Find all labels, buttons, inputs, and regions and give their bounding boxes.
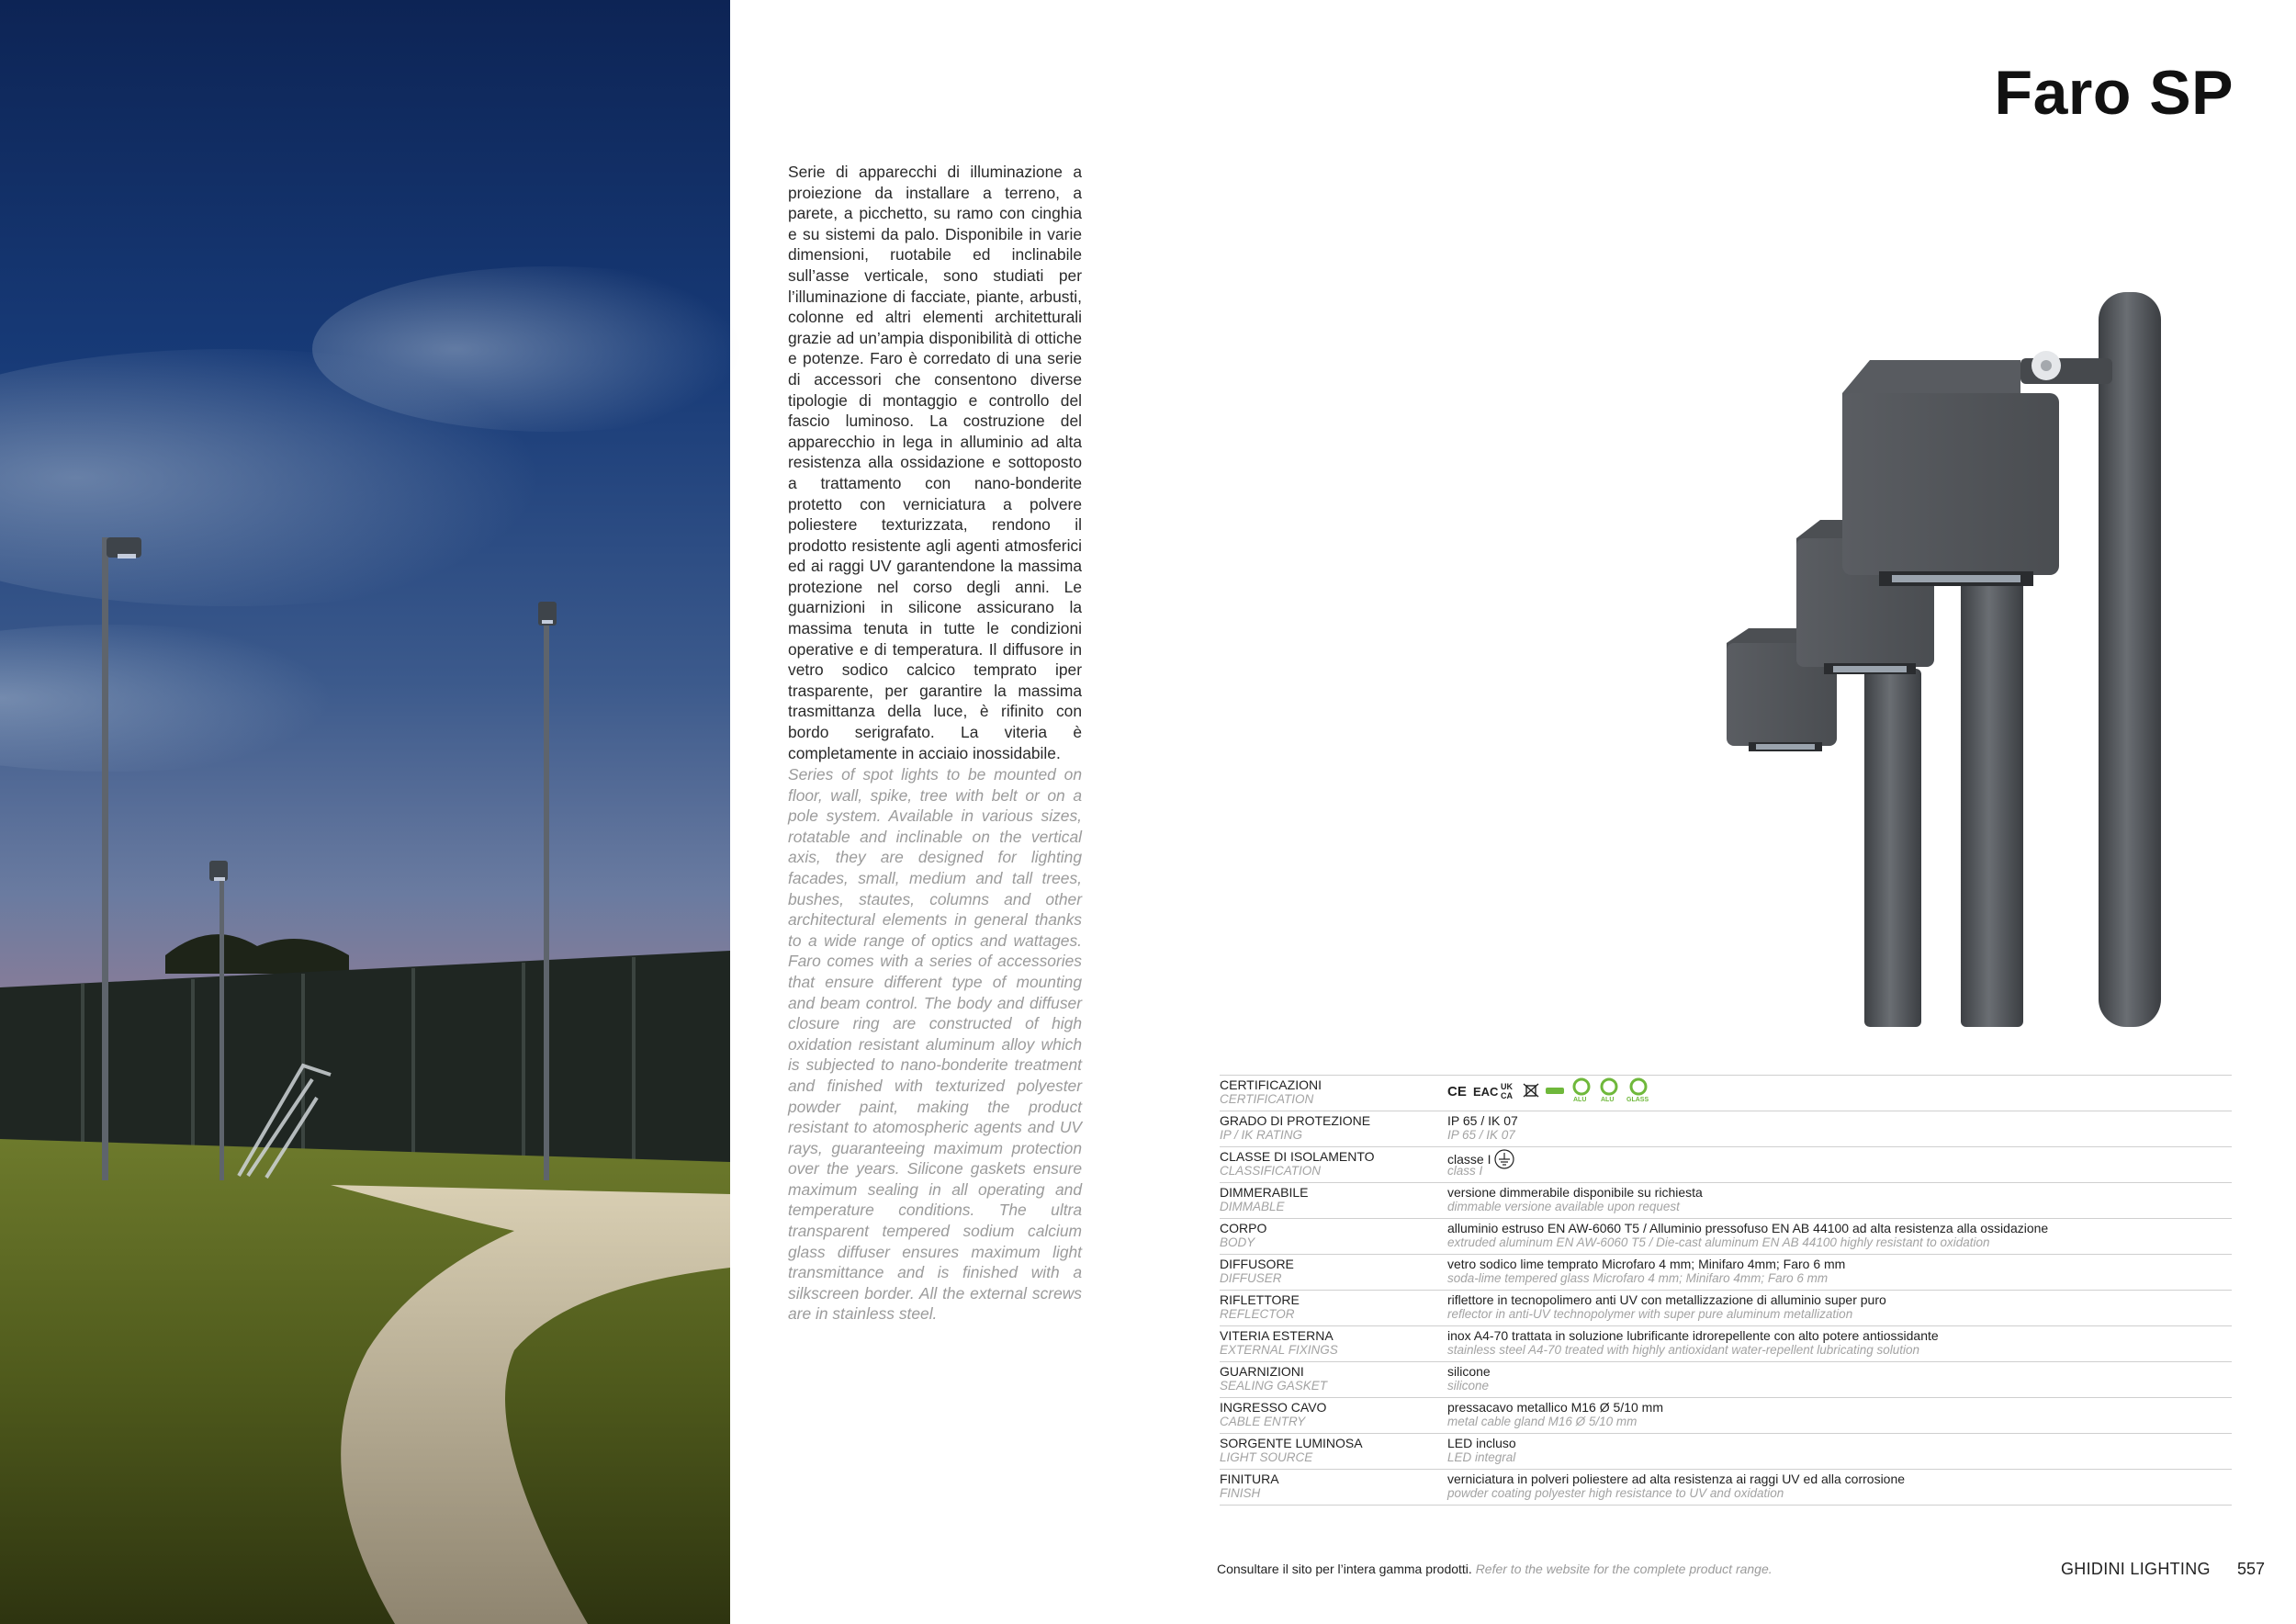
- spec-label-en: CLASSIFICATION: [1220, 1164, 1322, 1178]
- spec-row: [1220, 1183, 2232, 1219]
- spec-label-en: CERTIFICATION: [1220, 1092, 1314, 1106]
- spec-value-en: IP 65 / IK 07: [1447, 1128, 1515, 1142]
- recycle-alu-icon: [1570, 1077, 1593, 1103]
- spec-row: [1220, 1362, 2232, 1398]
- spec-value-en: class I: [1447, 1164, 1483, 1178]
- spec-row: [1220, 1470, 2232, 1506]
- earth-ground-icon: [1494, 1149, 1514, 1169]
- spec-value-en: reflector in anti-UV technopolymer with super pure aluminum metallization: [1447, 1307, 1853, 1321]
- svg-text:EAC: EAC: [1473, 1085, 1499, 1099]
- spec-label-it: SORGENTE LUMINOSA: [1220, 1436, 1363, 1450]
- brand-name: GHIDINI LIGHTING: [2061, 1560, 2211, 1578]
- spec-label-en: LIGHT SOURCE: [1220, 1450, 1313, 1464]
- spec-value-it: LED incluso: [1447, 1436, 1516, 1450]
- spec-value-en: stainless steel A4-70 treated with highly antioxidant water-repellent lubricating solution: [1447, 1343, 1920, 1357]
- spec-label-it: FINITURA: [1220, 1472, 1279, 1486]
- spec-row-certifications: [1220, 1076, 2232, 1111]
- spec-label: [1220, 1077, 1440, 1107]
- footer-note-it: Consultare il sito per l’intera gamma prodotti.: [1217, 1562, 1472, 1576]
- spec-label-en: EXTERNAL FIXINGS: [1220, 1343, 1338, 1357]
- spec-value-en: soda-lime tempered glass Microfaro 4 mm; Minifaro 4mm; Faro 6 mm: [1447, 1271, 1829, 1285]
- spec-label-en: CABLE ENTRY: [1220, 1415, 1306, 1428]
- spec-label-en: IP / IK RATING: [1220, 1128, 1303, 1142]
- recycle-alu-icon: [1598, 1077, 1620, 1103]
- spec-label-it: CORPO: [1220, 1221, 1267, 1235]
- footer-note-en: Refer to the website for the complete product range.: [1475, 1562, 1773, 1576]
- hero-photo: [0, 0, 730, 1624]
- spec-value-it: classe I: [1447, 1152, 1491, 1167]
- svg-text:ALU: ALU: [1601, 1097, 1615, 1103]
- spec-value-it: verniciatura in polveri poliestere ad alta resistenza ai raggi UV ed alla corrosione: [1447, 1472, 1906, 1486]
- spec-value-it: inox A4-70 trattata in soluzione lubrificante idrorepellente con alto potere antiossidante: [1447, 1328, 1939, 1343]
- description-italian: Serie di apparecchi di illuminazione a proiezione da installare a terreno, a parete, a picchetto, su ramo con cinghia e su sistemi da palo. Disponibile in varie dimensioni, ruotabile ed inclinabile sull’asse verticale, sono studiati per l’illuminazione di facciate, piante, arbusti, colonne ed altri elementi architetturali grazie ad un’ampia disponibilità di ottiche e potenze. Faro è corredato di una serie di accessori che consentono diverse tipologie di montaggio e controllo del fascio luminoso. La costruzione del apparecchio in lega in alluminio ad alta resistenza alla ossidazione e sottoposto a trattamento con nano-bonderite protetto con verniciatura a polvere poliestere texturizzata, rendono il prodotto resistente agli agenti atmosferici ed ai raggi UV garantendone la massima protezione nel corso degli anni. Le guarnizioni in silicone assicurano la massima tenuta in tutte le condizioni operative e di temperatura. Il diffusore in vetro sodico calcico temprato iper trasparente, per garantire la massima trasmittanza della luce, è rifinito con bordo serigrafato. La viteria è completamente in acciaio inossidabile.: [788, 163, 1082, 762]
- spec-label-it: CLASSE DI ISOLAMENTO: [1220, 1149, 1375, 1164]
- spec-row: [1220, 1398, 2232, 1434]
- spec-value-en: silicone: [1447, 1379, 1490, 1393]
- spec-table: [1220, 1075, 2232, 1506]
- led-badge-icon: [1545, 1085, 1565, 1096]
- spec-row: [1220, 1326, 2232, 1362]
- spec-row: [1220, 1291, 2232, 1326]
- svg-text:CE: CE: [1447, 1084, 1467, 1100]
- spec-value-it: riflettore in tecnopolimero anti UV con metallizzazione di alluminio super puro: [1447, 1292, 1886, 1307]
- description-english: Series of spot lights to be mounted on floor, wall, spike, tree with belt or on a pole system. Available in various sizes, rotatable and inclinable on the vertical axis, they are designed for lighting facades, small, medium and tall trees, bushes, stautes, columns and other architectural elements in general thanks to a wide range of optics and wattages. Faro comes with a series of accessories that ensure different type of mounting and beam control. The body and diffuser closure ring are constructed of high oxidation resistant aluminum alloy which is subjected to nano-bonderite treatment and finished with texturized polyester powder paint, making the product resistant to atomospheric agents and UV rays, guaranteeing maximum protection over the years. Silicone gaskets ensure maximum sealing in all operating and temperature conditions. The ultra transparent tempered sodium calcium glass diffuser ensures maximum light transmittance and is finished with a silkscreen border. All the external screws are in stainless steel.: [788, 765, 1082, 1324]
- spec-label-it: DIMMERABILE: [1220, 1185, 1309, 1200]
- svg-text:GLASS: GLASS: [1626, 1097, 1649, 1103]
- spec-label-it: CERTIFICAZIONI: [1220, 1077, 1322, 1092]
- spec-label-it: GRADO DI PROTEZIONE: [1220, 1113, 1371, 1128]
- eac-mark-icon: [1473, 1083, 1499, 1099]
- spec-label-en: SEALING GASKET: [1220, 1379, 1328, 1393]
- spec-value-en: powder coating polyester high resistance to UV and oxidation: [1447, 1486, 1784, 1500]
- product-image: [1708, 294, 2186, 1029]
- ce-mark-icon: [1447, 1083, 1468, 1098]
- spec-value-it: vetro sodico lime temprato Microfaro 4 mm; Minifaro 4mm; Faro 6 mm: [1447, 1257, 1846, 1271]
- spec-value-it: versione dimmerabile disponibile su richiesta: [1447, 1185, 1703, 1200]
- spec-value-en: dimmable versione available upon request: [1447, 1200, 1680, 1213]
- spec-value-it: IP 65 / IK 07: [1447, 1113, 1518, 1128]
- spec-label-en: FINISH: [1220, 1486, 1261, 1500]
- certification-marks: [1447, 1077, 2232, 1103]
- spec-label-it: GUARNIZIONI: [1220, 1364, 1304, 1379]
- spec-value-en: extruded aluminum EN AW-6060 T5 / Die-cast aluminum EN AB 44100 highly resistant to oxidation: [1447, 1235, 1990, 1249]
- spec-label-it: VITERIA ESTERNA: [1220, 1328, 1334, 1343]
- spec-label-it: RIFLETTORE: [1220, 1292, 1300, 1307]
- spec-label-en: BODY: [1220, 1235, 1255, 1249]
- spec-row: [1220, 1219, 2232, 1255]
- spec-label-en: DIFFUSER: [1220, 1271, 1282, 1285]
- svg-text:CA: CA: [1501, 1091, 1513, 1100]
- footer-note: [1217, 1562, 1773, 1576]
- spec-row: [1220, 1255, 2232, 1291]
- spec-value-it: pressacavo metallico M16 Ø 5/10 mm: [1447, 1400, 1663, 1415]
- faro-sp-spotlights-illustration: [1708, 294, 2186, 1029]
- spec-row: [1220, 1147, 2232, 1183]
- recycle-glass-icon: [1626, 1077, 1651, 1103]
- ukca-mark-icon: [1501, 1081, 1517, 1100]
- svg-text:ALU: ALU: [1573, 1097, 1587, 1103]
- spec-label-en: DIMMABLE: [1220, 1200, 1285, 1213]
- spec-value-it: alluminio estruso EN AW-6060 T5 / Alluminio pressofuso EN AB 44100 ad alta resistenza alla ossidazione: [1447, 1221, 2049, 1235]
- spec-row: [1220, 1434, 2232, 1470]
- svg-text:UK: UK: [1501, 1082, 1513, 1091]
- spec-label-it: INGRESSO CAVO: [1220, 1400, 1327, 1415]
- weee-bin-icon: [1523, 1083, 1539, 1098]
- spec-value-en: LED integral: [1447, 1450, 1516, 1464]
- page-number: 557: [2237, 1560, 2266, 1578]
- product-title: Faro SP: [1994, 58, 2234, 128]
- spec-value-en: metal cable gland M16 Ø 5/10 mm: [1447, 1415, 1638, 1428]
- spec-value-it: silicone: [1447, 1364, 1491, 1379]
- spec-label-it: DIFFUSORE: [1220, 1257, 1294, 1271]
- spec-row: [1220, 1111, 2232, 1147]
- spec-label-en: REFLECTOR: [1220, 1307, 1295, 1321]
- night-landscape-photo: [0, 0, 730, 1624]
